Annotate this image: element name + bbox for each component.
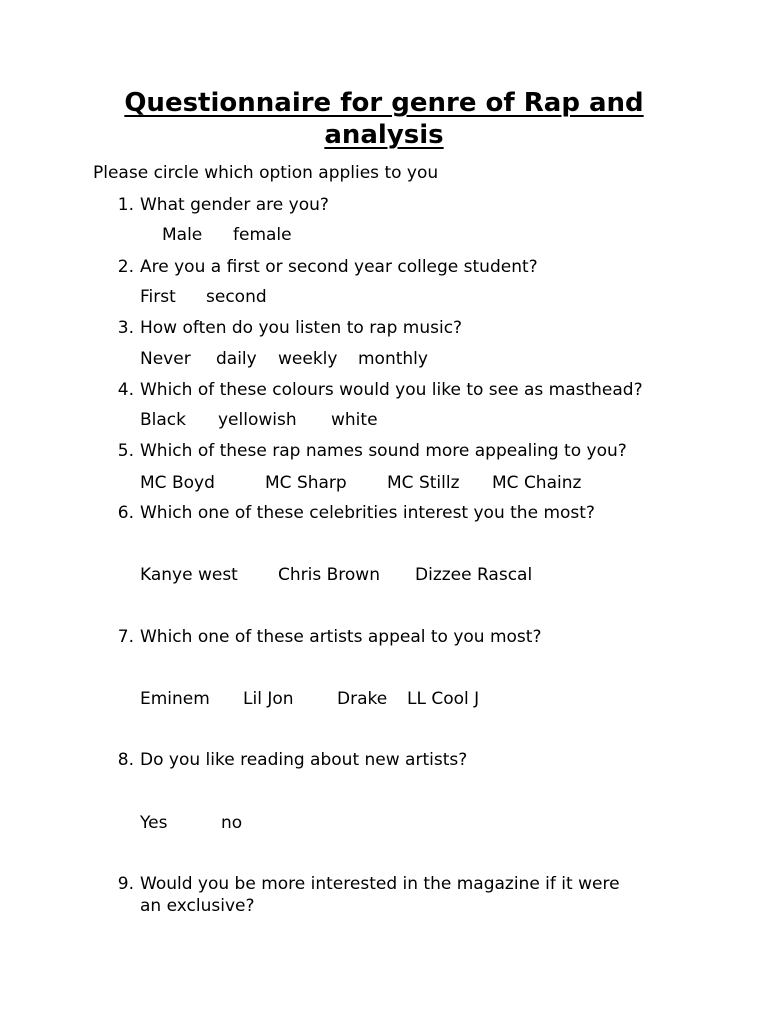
q4-option-black: Black — [140, 410, 186, 430]
page-title-line-1: Questionnaire for genre of Rap and — [124, 88, 644, 118]
q5-option-mc-boyd: MC Boyd — [140, 473, 215, 493]
question-3-number: 3. — [117, 318, 134, 338]
q6-option-chris-brown: Chris Brown — [278, 565, 380, 585]
question-4-number: 4. — [117, 380, 134, 400]
question-5-number: 5. — [117, 441, 134, 461]
question-6-number: 6. — [117, 503, 134, 523]
q4-option-white: white — [331, 410, 378, 430]
q5-option-mc-chainz: MC Chainz — [492, 473, 582, 493]
question-1-number: 1. — [117, 195, 134, 215]
question-8-number: 8. — [117, 750, 134, 770]
q3-option-weekly: weekly — [278, 349, 338, 369]
q5-option-mc-sharp: MC Sharp — [265, 473, 347, 493]
q2-option-first: First — [140, 287, 176, 307]
q7-option-drake: Drake — [337, 689, 388, 709]
q8-option-yes: Yes — [140, 813, 168, 833]
q1-option-female: female — [233, 225, 292, 245]
question-9-text-line-1: Would you be more interested in the magazine if it were — [140, 874, 620, 894]
question-9-number: 9. — [117, 874, 134, 894]
q1-option-male: Male — [162, 225, 203, 245]
question-2-text: Are you a first or second year college student? — [140, 257, 538, 277]
question-7-number: 7. — [117, 627, 134, 647]
q7-option-lil-jon: Lil Jon — [243, 689, 294, 709]
question-4-text: Which of these colours would you like to see as masthead? — [140, 380, 643, 400]
page-title-line-2: analysis — [324, 120, 444, 150]
q7-option-eminem: Eminem — [140, 689, 210, 709]
q6-option-dizzee-rascal: Dizzee Rascal — [415, 565, 533, 585]
question-9-text-line-2: an exclusive? — [140, 896, 255, 916]
question-1-text: What gender are you? — [140, 195, 329, 215]
question-2-number: 2. — [117, 257, 134, 277]
q8-option-no: no — [221, 813, 243, 833]
q5-option-mc-stillz: MC Stillz — [387, 473, 460, 493]
q3-option-monthly: monthly — [358, 349, 428, 369]
question-3-text: How often do you listen to rap music? — [140, 318, 463, 338]
q4-option-yellowish: yellowish — [218, 410, 297, 430]
q7-option-ll-cool-j: LL Cool J — [407, 689, 480, 709]
question-5-text: Which of these rap names sound more appealing to you? — [140, 441, 627, 461]
question-7-text: Which one of these artists appeal to you most? — [140, 627, 542, 647]
q3-option-never: Never — [140, 349, 191, 369]
instruction-text: Please circle which option applies to you — [93, 163, 439, 183]
question-8-text: Do you like reading about new artists? — [140, 750, 468, 770]
q6-option-kanye-west: Kanye west — [140, 565, 238, 585]
q3-option-daily: daily — [216, 349, 257, 369]
question-6-text: Which one of these celebrities interest you the most? — [140, 503, 595, 523]
q2-option-second: second — [206, 287, 267, 307]
